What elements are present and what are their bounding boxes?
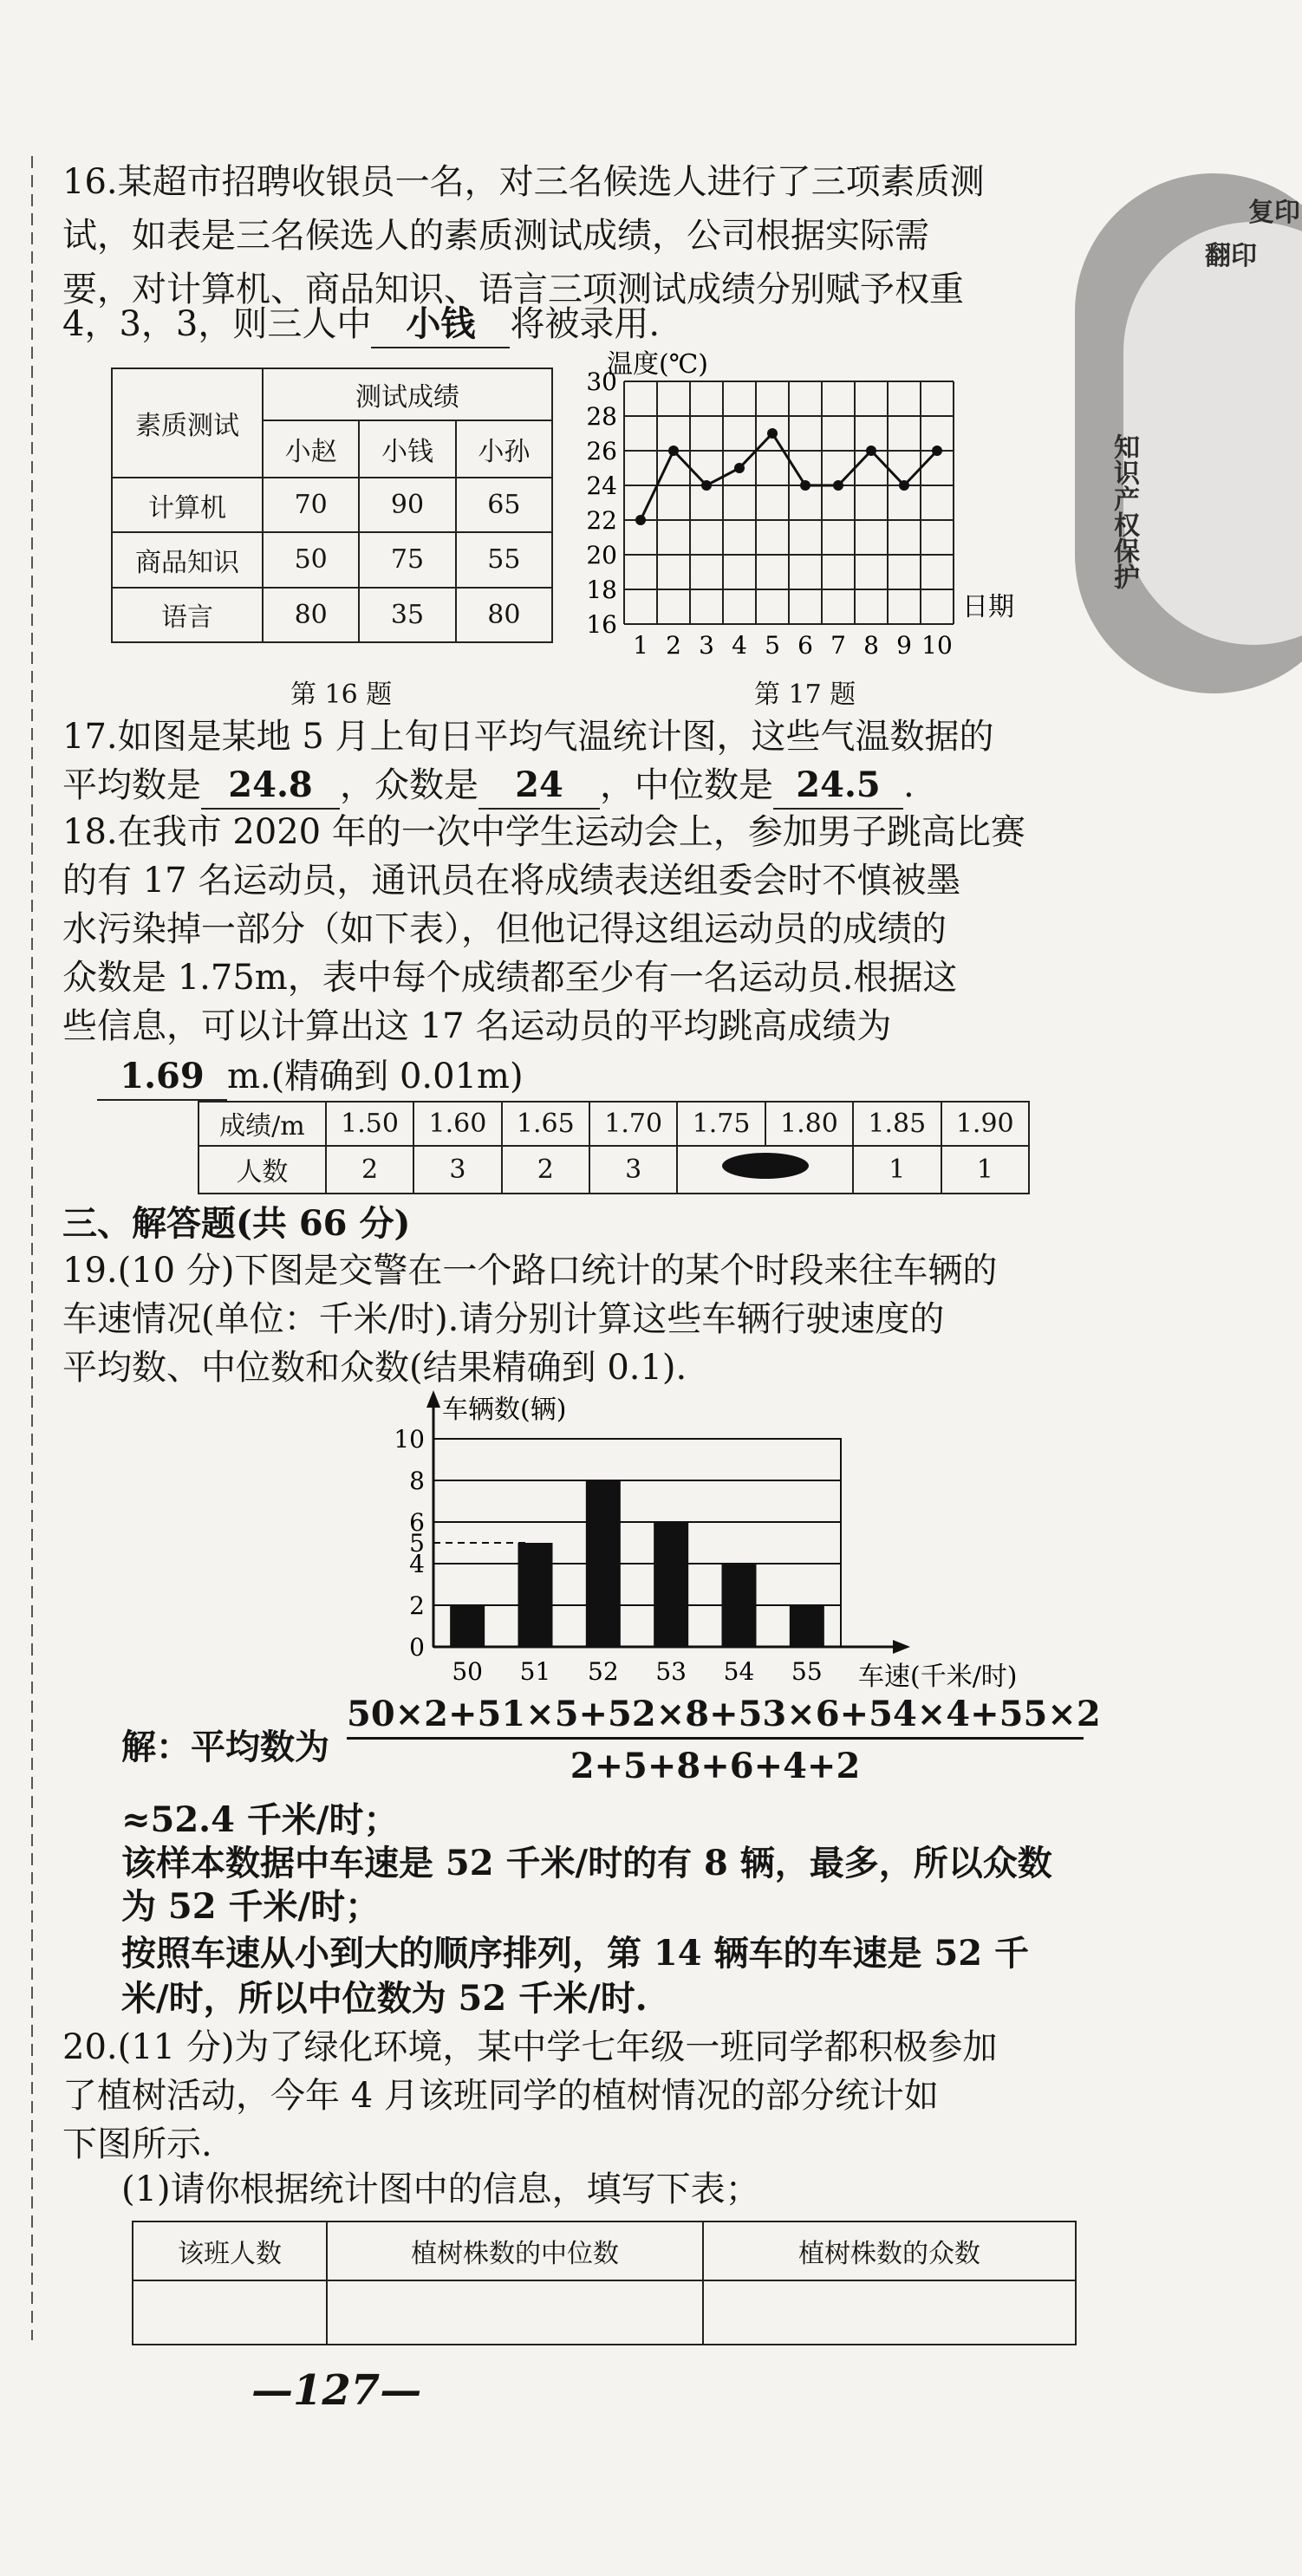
x-tick-label: 50 (452, 1657, 483, 1686)
q17-line-1: 17.如图是某地 5 月上旬日平均气温统计图，这些气温数据的 (62, 717, 994, 757)
cell: 2 (502, 1146, 589, 1194)
q20-line-2: 了植树活动，今年 4 月该班同学的植树情况的部分统计如 (62, 2076, 939, 2116)
q17-median-answer: 24.5 (773, 763, 903, 810)
q16-line-1: 16.某超市招聘收银员一名，对三名候选人进行了三项素质测 (62, 162, 985, 202)
data-point (866, 446, 876, 456)
data-point (899, 480, 909, 491)
q20-line-3: 下图所示. (62, 2124, 212, 2164)
cell: 90 (359, 478, 455, 532)
q18-line-6: 1.69 m.(精确到 0.01m) (97, 1054, 524, 1101)
x-tick-label: 9 (896, 631, 912, 660)
y-tick-label: 28 (586, 402, 617, 431)
cell: 1.65 (502, 1102, 589, 1146)
table-corner: 素质测试 (112, 368, 263, 478)
y-tick-label: 0 (409, 1633, 425, 1662)
x-tick-label: 51 (519, 1657, 551, 1686)
x-tick-label: 7 (830, 631, 846, 660)
cell: 1.80 (765, 1102, 853, 1146)
q19-line-2: 车速情况(单位：千米/时).请分别计算这些车辆行驶速度的 (62, 1299, 945, 1339)
q20-line-4: (1)请你根据统计图中的信息，填写下表； (121, 2169, 760, 2209)
cell: 55 (456, 532, 552, 587)
row-label: 计算机 (112, 478, 263, 532)
cell: 1.85 (853, 1102, 941, 1146)
section-three-heading: 三、解答题(共 66 分) (62, 1203, 411, 1244)
y-tick-label: 16 (586, 610, 617, 639)
q19-solution-2: 该样本数据中车速是 52 千米/时的有 8 辆，最多，所以众数 (121, 1843, 1052, 1883)
q16-line-2: 试，如表是三名候选人的素质测试成绩，公司根据实际需 (62, 216, 929, 256)
y-tick-label: 10 (394, 1425, 425, 1454)
speed-bar-chart (381, 1378, 1092, 1690)
seal-text-1: 知识产权保护 (1109, 433, 1139, 589)
x-tick-label: 4 (732, 631, 747, 660)
x-tick-label: 8 (863, 631, 879, 660)
y-tick-label: 5 (409, 1529, 425, 1558)
y-axis-arrow (426, 1390, 440, 1408)
x-tick-label: 55 (791, 1657, 823, 1686)
temperature-line-chart (563, 347, 1101, 672)
y-tick-label: 22 (586, 506, 617, 535)
ink-stain-cell (677, 1146, 853, 1194)
cell: 1.70 (589, 1102, 677, 1146)
blank-cell[interactable] (133, 2280, 327, 2345)
x-axis-label: 日期 (962, 592, 1014, 622)
q17-mean-answer: 24.8 (201, 763, 340, 810)
x-tick-label: 52 (588, 1657, 619, 1686)
x-tick-label: 3 (699, 631, 714, 660)
y-axis-label: 车辆数(辆) (442, 1395, 567, 1425)
q18-results-table (198, 1101, 1030, 1194)
y-tick-label: 18 (586, 576, 617, 604)
cell: 3 (413, 1146, 501, 1194)
x-tick-label: 5 (765, 631, 780, 660)
bar (586, 1480, 621, 1647)
q18-line-1: 18.在我市 2020 年的一次中学生运动会上，参加男子跳高比赛 (62, 812, 1025, 852)
cell: 2 (326, 1146, 413, 1194)
bar (722, 1564, 757, 1647)
q18-line-3: 水污染掉一部分（如下表），但他记得这组运动员的成绩的 (62, 909, 947, 949)
x-tick-label: 1 (633, 631, 648, 660)
q16-caption: 第 16 题 (290, 680, 393, 710)
data-point (932, 446, 942, 456)
data-point (635, 515, 646, 525)
bar (450, 1605, 485, 1647)
y-axis-label: 温度(℃) (607, 349, 708, 380)
q17-caption: 第 17 题 (754, 680, 856, 710)
row-label: 商品知识 (112, 532, 263, 587)
cell: 1.90 (941, 1102, 1030, 1146)
blank-cell[interactable] (703, 2280, 1076, 2345)
cell: 1 (941, 1146, 1030, 1194)
bar (654, 1522, 688, 1647)
data-point (668, 446, 679, 456)
col-header: 小孙 (456, 420, 552, 478)
q18-answer: 1.69 (97, 1054, 227, 1101)
data-point (833, 480, 843, 491)
cell: 1.60 (413, 1102, 501, 1146)
row-label: 人数 (199, 1146, 326, 1194)
cell: 1.75 (677, 1102, 765, 1146)
q19-line-3: 平均数、中位数和众数(结果精确到 0.1). (62, 1348, 687, 1388)
data-point (734, 463, 745, 473)
cell: 50 (263, 532, 359, 587)
cell: 80 (263, 588, 359, 642)
y-tick-label: 26 (586, 437, 617, 465)
y-tick-label: 30 (586, 368, 617, 396)
q17-mode-answer: 24 (478, 763, 600, 810)
col-header: 植树株数的中位数 (327, 2221, 703, 2280)
data-point (701, 480, 712, 491)
q19-fraction-numerator: 50×2+51×5+52×8+53×6+54×4+55×2 (347, 1692, 1084, 1740)
y-tick-label: 20 (586, 541, 617, 569)
col-header: 植树株数的众数 (703, 2221, 1076, 2280)
y-tick-label: 24 (586, 472, 617, 500)
col-header: 小钱 (359, 420, 455, 478)
cell: 75 (359, 532, 455, 587)
x-axis-label: 车速(千米/时) (858, 1662, 1018, 1690)
cell: 65 (456, 478, 552, 532)
x-tick-label: 54 (723, 1657, 755, 1686)
table-group-header: 测试成绩 (263, 368, 552, 420)
cell: 1 (853, 1146, 941, 1194)
data-point (767, 428, 778, 439)
q19-line-1: 19.(10 分)下图是交警在一个路口统计的某个时段来往车辆的 (62, 1251, 998, 1291)
blank-cell[interactable] (327, 2280, 703, 2345)
q19-solution-4: 按照车速从小到大的顺序排列，第 14 辆车的车速是 52 千 (121, 1933, 1030, 1974)
margin-dashed-line (31, 156, 33, 2340)
col-header: 该班人数 (133, 2221, 327, 2280)
x-tick-label: 6 (797, 631, 813, 660)
row-label: 语言 (112, 588, 263, 642)
q17-line-2: 平均数是 24.8 ，众数是 24 ，中位数是 24.5 . (62, 763, 915, 810)
y-tick-label: 2 (409, 1591, 425, 1620)
cell: 70 (263, 478, 359, 532)
cell: 35 (359, 588, 455, 642)
copyright-seal (1075, 173, 1302, 693)
row-label: 成绩/m (199, 1102, 326, 1146)
bar (518, 1543, 553, 1647)
col-header: 小赵 (263, 420, 359, 478)
q16-line-4: 4，3，3，则三人中 小钱 将被录用. (62, 302, 660, 348)
q16-score-table (111, 368, 553, 643)
y-tick-label: 8 (409, 1467, 425, 1495)
seal-text-3: 复印 (1248, 198, 1300, 228)
q16-answer: 小钱 (371, 302, 510, 348)
q19-solution-5: 米/时，所以中位数为 52 千米/时. (121, 1978, 648, 2019)
x-tick-label: 53 (655, 1657, 687, 1686)
y-tick-label: 4 (409, 1550, 425, 1578)
cell: 1.50 (326, 1102, 413, 1146)
q18-line-5: 些信息，可以计算出这 17 名运动员的平均跳高成绩为 (62, 1006, 892, 1046)
ink-blot (718, 1148, 813, 1183)
data-point (800, 480, 810, 491)
seal-text-2: 翻印 (1205, 241, 1257, 271)
q18-line-2: 的有 17 名运动员，通讯员在将成绩表送组委会时不慎被墨 (62, 861, 961, 901)
x-tick-label: 2 (666, 631, 681, 660)
q16-line-3: 要，对计算机、商品知识、语言三项测试成绩分别赋予权重 (62, 270, 964, 309)
q19-solution-1: ≈52.4 千米/时； (121, 1799, 399, 1840)
cell: 3 (589, 1146, 677, 1194)
x-tick-label: 10 (921, 631, 953, 660)
bar (790, 1605, 824, 1647)
q20-fill-table (132, 2221, 1077, 2345)
y-tick-label: 6 (409, 1508, 425, 1537)
x-axis-arrow (893, 1640, 910, 1654)
q18-line-4: 众数是 1.75m，表中每个成绩都至少有一名运动员.根据这 (62, 958, 958, 998)
q19-solution-label: 解：平均数为 (121, 1727, 329, 1767)
q19-solution-3: 为 52 千米/时； (121, 1886, 381, 1927)
q20-line-1: 20.(11 分)为了绿化环境，某中学七年级一班同学都积极参加 (62, 2027, 998, 2067)
q19-fraction-denominator: 2+5+8+6+4+2 (570, 1746, 861, 1786)
page-number: —127— (251, 2366, 422, 2415)
cell: 80 (456, 588, 552, 642)
